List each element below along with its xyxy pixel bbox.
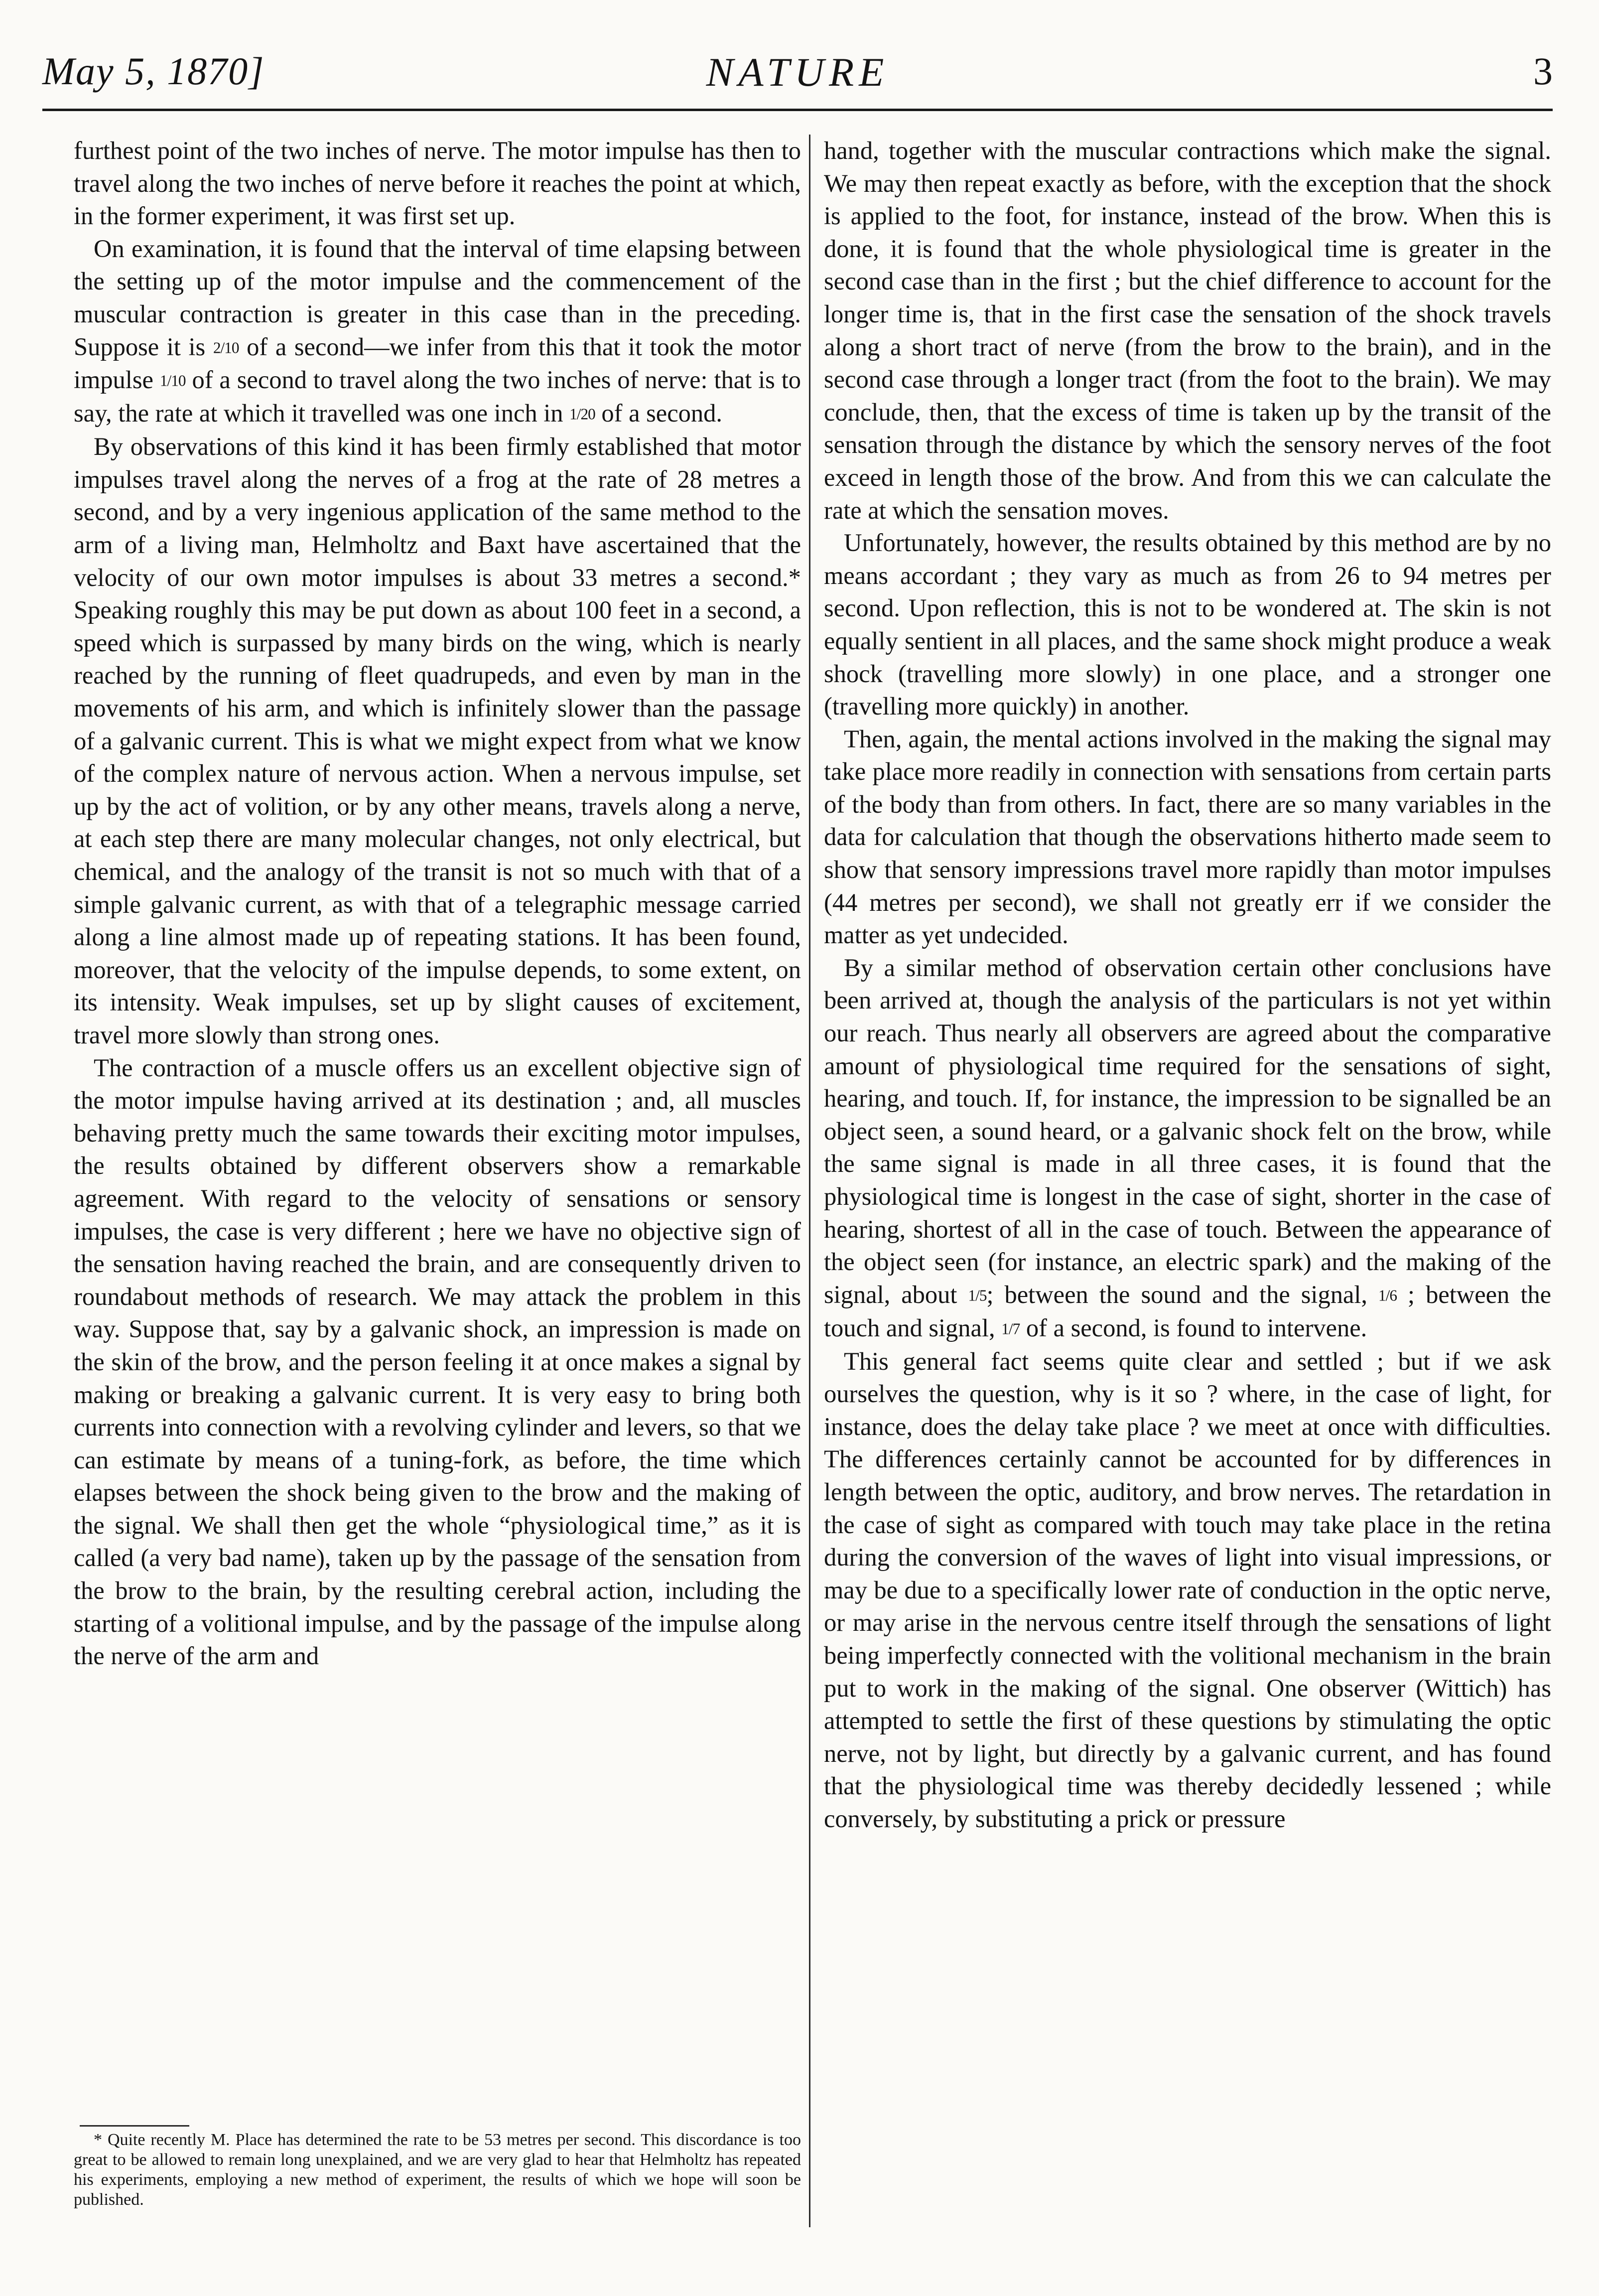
paragraph: The contraction of a muscle offers us an excellent objective sign of the motor impulse having arrived at its destination ; and, all muscles behaving pretty much the same towards their exciting motor impulses, the results obtained by different observers show a remarkable agreement. With regard to the velocity of sensations or sensory impulses, the case is very different ; here we have no objective sign of the sensation having reached the brain, and are consequently driven to roundabout methods of research. We may attack the problem in this way. Suppose that, say by a galvanic shock, an impression is made on the skin of the brow, and the person feeling it at once makes a signal by making or breaking a galvanic current. It is very easy to bring both currents into connection with a revolving cylinder and levers, so that we can estimate by means of a tuning-fork, as before, the time which elapses between the shock being given to the brow and the making of the signal. We shall then get the whole “physiological time,” as it is called (a very bad name), taken up by the passage of the sensation from the brow to the brain, by the resulting cerebral action, including the starting of a volitional impulse, and by the passage of the impulse along the nerve of the arm and bbox=[74, 1053, 801, 1670]
column-divider bbox=[809, 135, 810, 2227]
text-run: of a second—we infer from this that it took the motor impulse bbox=[74, 332, 801, 394]
header-date: May 5, 1870] bbox=[42, 49, 265, 93]
paragraph: Then, again, the mental actions involved in the making the signal may take place more readily in connection with sensations from certain parts of the body than from others. In fact, there are so many variables in the data for calculation that though the observations hitherto made seem to show that sensory impressions travel more rapidly than motor impulses (44 metres per second), we shall not greatly err if we consider the matter as yet undecided. bbox=[824, 724, 1551, 949]
text-run: By a similar method of observation certain other conclusions have been arrived at, though the analysis of the particulars is not yet within our reach. Thus nearly all observers are agreed about the comparative amount of physiological time required for the sensations of sight, hearing, and touch. If, for instance, the impression to be signalled be an object seen, a sound heard, or a galvanic shock felt on the brow, while the same signal is made in all three cases, it is found that the physiological time is longest in the case of sight, shorter in the case of hearing, shortest of all in the case of touch. Between the appearance of the object seen (for instance, an electric spark) and the making of the signal, about bbox=[824, 953, 1551, 1308]
fraction: 1/7 bbox=[1001, 1320, 1020, 1337]
footnote: * Quite recently M. Place has determined the rate to be 53 metres per second. This discordance is too great to be allowed to remain long unexplained, and we are very glad to hear that Helmholtz has repeated his experiments, employing a new method of experiment, the results of which we hope will soon be published. bbox=[74, 2131, 801, 2209]
fraction: 1/20 bbox=[569, 405, 595, 423]
paragraph bbox=[824, 952, 1551, 1345]
text-run: of a second. bbox=[601, 399, 723, 428]
text-run: On examination, it is found that the interval of time elapsing between the setting up of the motor impulse and the commencement of the muscular contraction is greater in this case than in the preceding. Suppose it is bbox=[74, 234, 801, 361]
text-run: ; between the touch and signal, bbox=[824, 1280, 1552, 1342]
paragraph: hand, together with the muscular contractions which make the signal. We may then repeat exactly as before, with the exception that the shock is applied to the foot, for instance, instead of the brow. When this is done, it is found that the whole physiological time is greater in the second case than in the first ; but the chief difference to account for the longer time is, that in the first case the sensation of the shock travels along a short tract of nerve (from the brow to the brain), and in the second case through a longer tract (from the foot to the brain). We may conclude, then, that the excess of time is taken up by the transit of the sensation through the distance by which the sensory nerves of the foot exceed in length those of the brow. And from this we can calculate the rate at which the sensation moves. bbox=[824, 137, 1551, 524]
paragraph: By observations of this kind it has been firmly established that motor impulses travel along the nerves of a frog at the rate of 28 metres a second, and by a very ingenious application of the same method to the arm of a living man, Helmholtz and Baxt have ascertained that the velocity of our own motor impulses is about 33 metres a second.* Speaking roughly this may be put down as about 100 feet in a second, a speed which is surpassed by many birds on the wing, which is nearly reached by the running of fleet quadrupeds, and even by man in the movements of his arm, and which is infinitely slower than the passage of a galvanic current. This is what we might expect from what we know of the complex nature of nervous action. When a nervous impulse, set up by the act of volition, or by any other means, travels along a nerve, at each step there are many molecular changes, not only electrical, but chemical, and the analogy of the transit is not so much with that of a simple galvanic current, as with that of a telegraphic message carried along a line almost made up of repeating stations. It has been found, moreover, that the velocity of the impulse depends, to some extent, on its intensity. Weak impulses, set up by slight causes of excitement, travel more slowly than strong ones. bbox=[74, 432, 801, 1049]
right-column bbox=[824, 135, 1551, 1836]
text-run: of a second, is found to intervene. bbox=[1026, 1313, 1367, 1342]
text-run: ; between the sound and the signal, bbox=[986, 1280, 1368, 1308]
fraction: 1/5 bbox=[968, 1287, 987, 1304]
fraction: 2/10 bbox=[213, 338, 239, 356]
header-rule bbox=[42, 109, 1553, 111]
page-number: 3 bbox=[1533, 49, 1553, 93]
paragraph bbox=[74, 233, 801, 431]
paragraph: Unfortunately, however, the results obtained by this method are by no means accordant ; they vary as much as from 26 to 94 metres per second. Upon reflection, this is not to be wondered at. The skin is not equally sentient in all places, and the same shock might produce a weak shock (travelling more slowly) in one place, and a stronger one (travelling more quickly) in another. bbox=[824, 529, 1551, 720]
journal-title: NATURE bbox=[706, 49, 889, 95]
text-run: of a second to travel along the two inches of nerve: that is to say, the rate at which it travelled was one inch in bbox=[74, 366, 801, 428]
page-header bbox=[42, 49, 1553, 109]
fraction: 1/10 bbox=[159, 372, 186, 390]
paragraph: This general fact seems quite clear and settled ; but if we ask ourselves the question, why is it so ? where, in the case of light, for instance, does the delay take place ? we meet at once with difficulties. The differences certainly cannot be accounted for by differences in length between the optic, auditory, and brow nerves. The retardation in the case of sight as compared with touch may take place in the retina during the conversion of the waves of light into visual impressions, or may be due to a specifically lower rate of conduction in the optic nerve, or may arise in the nervous centre itself through the sensations of light being imperfectly connected with the volitional mechanism in the brain put to work in the making of the signal. One observer (Wittich) has attempted to settle the first of these questions by stimulating the optic nerve, not by light, but directly by a galvanic current, and has found that the physiological time was thereby decidedly lessened ; while conversely, by substituting a prick or pressure bbox=[824, 1347, 1551, 1833]
footnote-rule bbox=[80, 2125, 189, 2127]
fraction: 1/6 bbox=[1378, 1287, 1397, 1304]
paragraph: furthest point of the two inches of nerve. The motor impulse has then to travel along the two inches of nerve before it reaches the point at which, in the former experiment, it was first set up. bbox=[74, 137, 801, 230]
left-column bbox=[74, 135, 801, 1673]
